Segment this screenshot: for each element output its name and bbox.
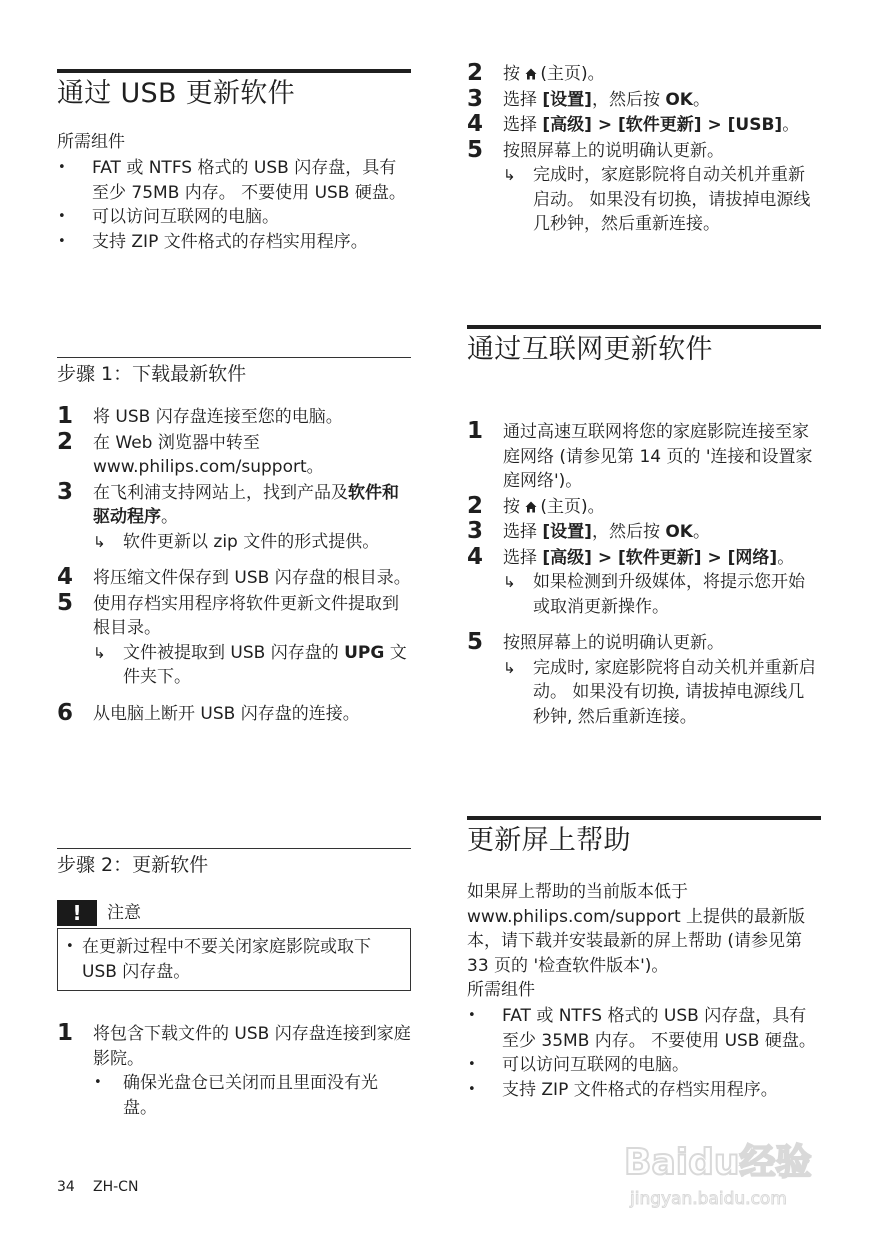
step-item: 2 在 Web 浏览器中转至 www.philips.com/support。: [57, 428, 324, 477]
help-section-title: 更新屏上帮助: [467, 825, 631, 856]
step-item: 4 将压缩文件保存到 USB 闪存盘的根目录。: [57, 564, 411, 590]
language-code: ZH-CN: [93, 1179, 139, 1195]
exclamation-icon: !: [57, 900, 97, 926]
note-box: [57, 898, 411, 991]
step-item: 1 通过高速互联网将您的家庭影院连接至家庭网络 (请参见第 14 页的 '连接和设置家庭网络')。: [467, 418, 813, 491]
help-paragraph: 如果屏上帮助的当前版本低于 www.philips.com/support 上提供的最新版本，请下载并安装最新的屏上帮助 (请参见第 33 页的 '检查软件版本')。: [467, 882, 806, 976]
note-header: [57, 898, 411, 928]
step-item: 5 使用存档实用程序将软件更新文件提取到根目录。 ↳ 文件被提取到 USB 闪存盘的 UPG 文件夹下。: [57, 592, 411, 690]
note-content: • 在更新过程中不要关闭家庭影院或取下 USB 闪存盘。: [57, 928, 411, 991]
usb-section-title: 通过 USB 更新软件: [57, 78, 295, 109]
help-requirements-list: [467, 1004, 821, 1102]
baidu-jingyan-watermark: [620, 1132, 840, 1212]
arrow-result-icon: ↳: [503, 658, 516, 677]
step-item: 2 按 (主页)。: [467, 60, 605, 86]
step1-list: [57, 405, 411, 727]
requirements-label: 所需组件: [57, 132, 125, 152]
watermark-url: jingyan.baidu.com: [630, 1189, 787, 1209]
step1-heading: [57, 357, 411, 388]
list-item: • 可以访问互联网的电脑。: [58, 207, 279, 227]
home-icon: [525, 501, 537, 513]
step2-title: 步骤 2：更新软件: [57, 854, 209, 876]
result-line: ↳ 完成时, 家庭影院将自动关机并重新启动。 如果没有切换, 请拔掉电源线几秒钟, 然后重新连接。: [503, 657, 816, 727]
watermark-brand: Baidu经验: [624, 1142, 812, 1183]
step-item: 2 按 (主页)。: [467, 492, 605, 519]
page-footer: [57, 1178, 138, 1196]
note-title: 注意: [107, 903, 141, 923]
step-item: 5 按照屏幕上的说明确认更新。 ↳ 完成时，家庭影院将自动关机并重新启动。 如果没有切换，请拔掉电源线几秒钟，然后重新连接。: [467, 139, 821, 237]
step-item: 1 将 USB 闪存盘连接至您的电脑。: [57, 403, 343, 429]
result-line: ↳ 如果检测到升级媒体，将提示您开始或取消更新操作。: [503, 572, 805, 617]
list-item: • 可以访问互联网的电脑。: [468, 1055, 689, 1075]
requirements-label: 所需组件: [467, 980, 535, 1000]
step1-title: 步骤 1：下载最新软件: [57, 363, 247, 385]
usb-steps-continued: [467, 62, 821, 238]
step-item: 3 选择 [设置]，然后按 OK。: [467, 85, 710, 112]
result-line: ↳ 完成时，家庭影院将自动关机并重新启动。 如果没有切换，请拔掉电源线几秒钟，然后重新连接。: [503, 165, 811, 234]
step-item: 3 选择 [设置]，然后按 OK。: [467, 518, 710, 544]
list-item: • 支持 ZIP 文件格式的存档实用程序。: [58, 231, 368, 252]
step-item: 4 选择 [高级] > [软件更新] > [USB]。: [467, 111, 800, 137]
page-number: 34: [57, 1179, 75, 1195]
list-item: • FAT 或 NTFS 格式的 USB 闪存盘，具有至少 75MB 内存。 不要使用 USB 硬盘。: [58, 158, 406, 203]
internet-section-title: 通过互联网更新软件: [467, 334, 713, 365]
arrow-result-icon: ↳: [503, 573, 516, 591]
step2-heading: [57, 848, 411, 879]
arrow-result-icon: ↳: [93, 643, 106, 662]
usb-section-heading: [57, 69, 411, 113]
list-item: • 支持 ZIP 文件格式的存档实用程序。: [468, 1079, 778, 1100]
list-item: • FAT 或 NTFS 格式的 USB 闪存盘，具有至少 35MB 内存。 不要使用 USB 硬盘。: [468, 1006, 816, 1051]
step-item: 4 选择 [高级] > [软件更新] > [网络]。 ↳ 如果检测到升级媒体，将提示您开始或取消更新操作。: [467, 546, 821, 620]
sub-bullet: • 确保光盘仓已关闭而且里面没有光盘。: [94, 1073, 378, 1118]
home-icon: [525, 68, 537, 80]
result-line: ↳ 文件被提取到 USB 闪存盘的 UPG 文件夹下。: [93, 642, 407, 687]
arrow-result-icon: ↳: [503, 166, 516, 184]
step2-list: [57, 1022, 411, 1121]
internet-steps: [467, 420, 821, 730]
step-item: 6 从电脑上断开 USB 闪存盘的连接。: [57, 699, 360, 726]
arrow-result-icon: ↳: [93, 532, 106, 551]
result-line: ↳ 软件更新以 zip 文件的形式提供。: [93, 530, 411, 555]
step-item: 5 按照屏幕上的说明确认更新。 ↳ 完成时, 家庭影院将自动关机并重新启动。 如果没有切换, 请拔掉电源线几秒钟, 然后重新连接。: [467, 631, 821, 729]
usb-requirements-list: [57, 156, 411, 254]
help-section-heading: [467, 816, 821, 860]
internet-section-heading: [467, 325, 821, 369]
step-item: 3 在飞利浦支持网站上，找到产品及软件和驱动程序。 ↳ 软件更新以 zip 文件的形式提供。: [57, 481, 411, 555]
step-item: 1 将包含下载文件的 USB 闪存盘连接到家庭影院。 • 确保光盘仓已关闭而且里面没有光盘。: [57, 1022, 411, 1120]
